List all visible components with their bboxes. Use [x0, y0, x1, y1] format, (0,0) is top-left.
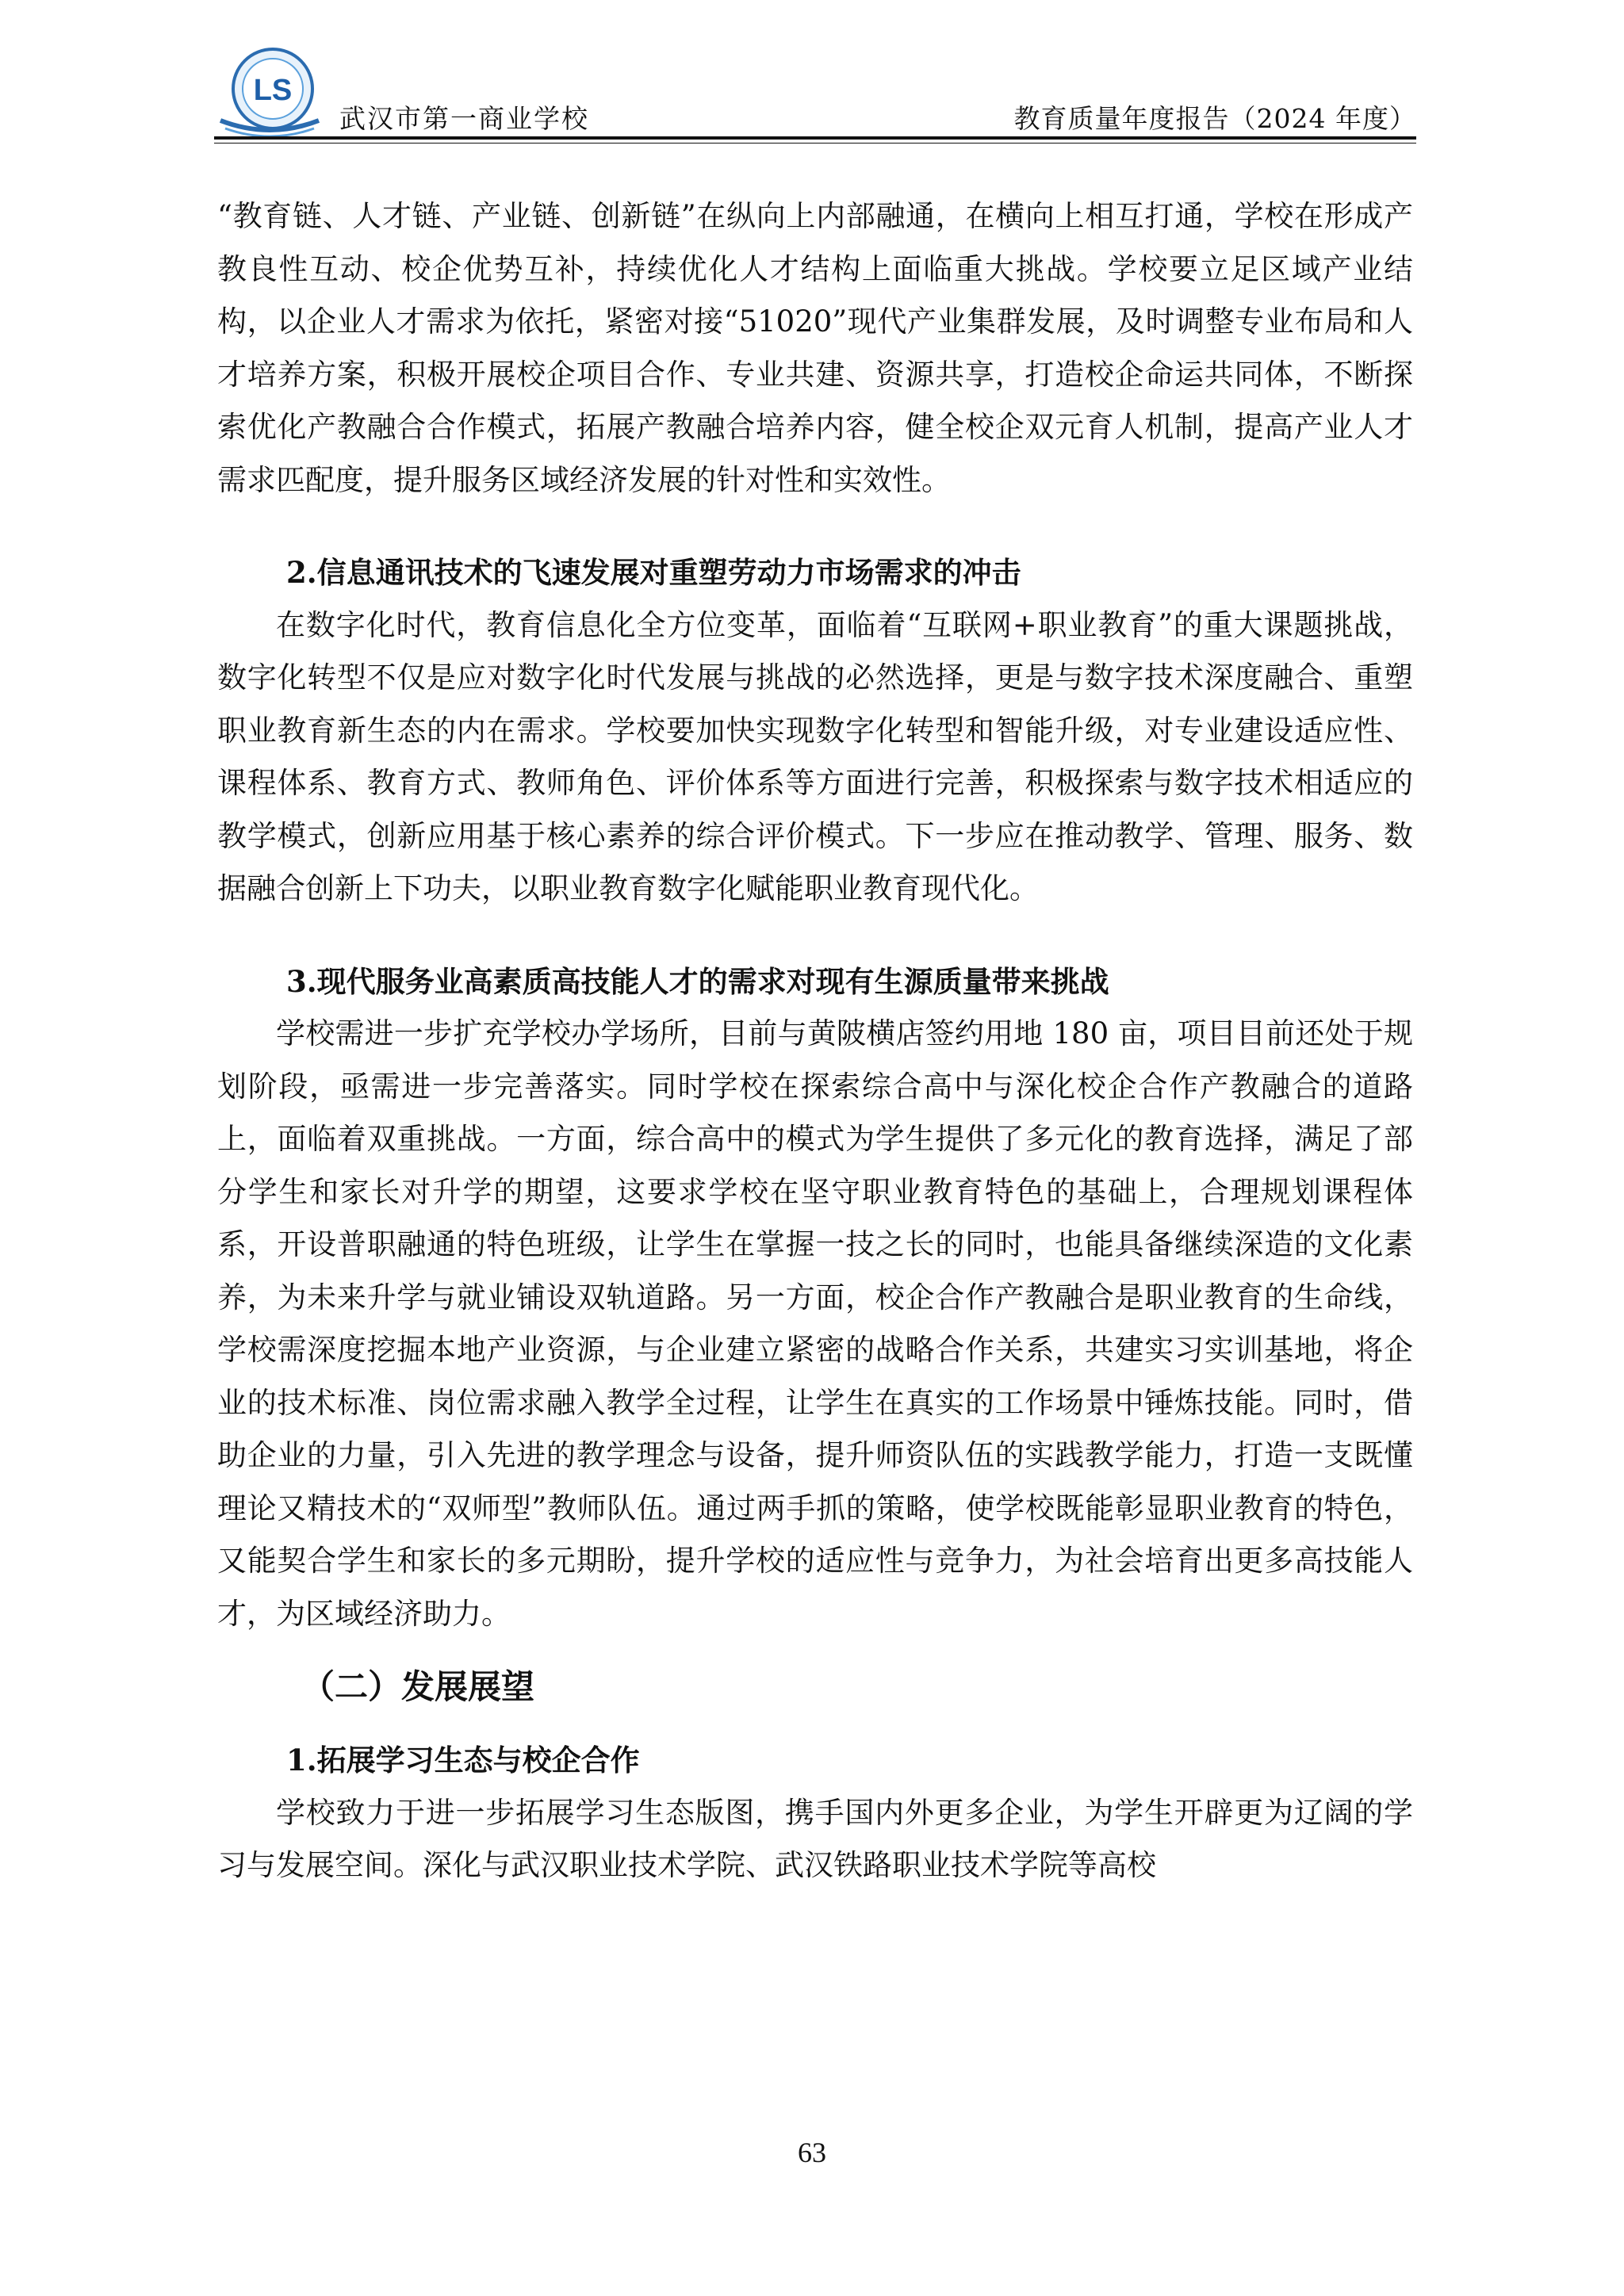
paragraph-campus-expansion: 学校需进一步扩充学校办学场所，目前与黄陂横店签约用地 180 亩，项目目前还处于规划阶段，亟需进一步完善落实。同时学校在探索综合高中与深化校企合作产教融合的道路上，面临着双重挑战。一方面，综合高中的模式为学生提供了多元化的教育选择，满足了部分学生和家长对升学的期望，这要求学校在坚守职业教育特色的基础上，合理规划课程体系，开设普职融通的特色班级，让学生在掌握一技之长的同时，也能具备继续深造的文化素养，为未来升学与就业铺设双轨道路。另一方面，校企合作产教融合是职业教育的生命线，学校需深度挖掘本地产业资源，与企业建立紧密的战略合作关系，共建实习实训基地，将企业的技术标准、岗位需求融入教学全过程，让学生在真实的工作场景中锤炼技能。同时，借助企业的力量，引入先进的教学理念与设备，提升师资队伍的实践教学能力，打造一支既懂理论又精技术的“双师型”教师队伍。通过两手抓的策略，使学校既能彰显职业教育的特色，又能契合学生和家长的多元期盼，提升学校的适应性与竞争力，为社会培育出更多高技能人才，为区域经济助力。 — [217, 1016, 1413, 1631]
page-body — [217, 190, 1413, 1892]
spacer — [217, 507, 1413, 546]
logo-letters: LS — [253, 74, 293, 107]
subheading-learning-ecosystem: 1.拓展学习生态与校企合作 — [286, 1743, 640, 1777]
report-title: 教育质量年度报告（2024 年度） — [1013, 103, 1416, 134]
page-number: 63 — [798, 2137, 826, 2168]
section-heading-outlook: （二）发展展望 — [301, 1667, 535, 1706]
page-header — [214, 43, 1416, 144]
school-name: 武汉市第一商业学校 — [339, 103, 589, 134]
paragraph-learning-ecosystem: 学校致力于进一步拓展学习生态版图，携手国内外更多企业，为学生开辟更为辽阔的学习与发展空间。深化与武汉职业技术学院、武汉铁路职业技术学院等高校 — [217, 1795, 1413, 1882]
paragraph-digital-transformation: 在数字化时代，教育信息化全方位变革，面临着“互联网+职业教育”的重大课题挑战，数字化转型不仅是应对数字化时代发展与挑战的必然选择，更是与数字技术深度融合、重塑职业教育新生态的内在需求。学校要加快实现数字化转型和智能升级，对专业建设适应性、课程体系、教育方式、教师角色、评价体系等方面进行完善，积极探索与数字技术相适应的教学模式，创新应用基于核心素养的综合评价模式。下一步应在推动教学、管理、服务、数据融合创新上下功夫，以职业教育数字化赋能职业教育现代化。 — [217, 607, 1413, 905]
spacer — [217, 916, 1413, 955]
school-logo — [214, 43, 325, 144]
paragraph-intro: “教育链、人才链、产业链、创新链”在纵向上内部融通，在横向上相互打通，学校在形成产教良性互动、校企优势互补，持续优化人才结构上面临重大挑战。学校要立足区域产业结构，以企业人才需求为依托，紧密对接“51020”现代产业集群发展，及时调整专业布局和人才培养方案，积极开展校企项目合作、专业共建、资源共享，打造校企命运共同体，不断探索优化产教融合合作模式，拓展产教融合培养内容，健全校企双元育人机制，提高产业人才需求匹配度，提升服务区域经济发展的针对性和实效性。 — [217, 199, 1413, 497]
subheading-service-talent: 3.现代服务业高素质高技能人才的需求对现有生源质量带来挑战 — [286, 963, 1109, 999]
header-divider-thin — [214, 143, 1416, 144]
spacer — [217, 1640, 1413, 1656]
header-divider — [214, 136, 1416, 140]
subheading-ict-impact: 2.信息通讯技术的飞速发展对重塑劳动力市场需求的冲击 — [286, 555, 1021, 590]
spacer — [217, 1718, 1413, 1734]
